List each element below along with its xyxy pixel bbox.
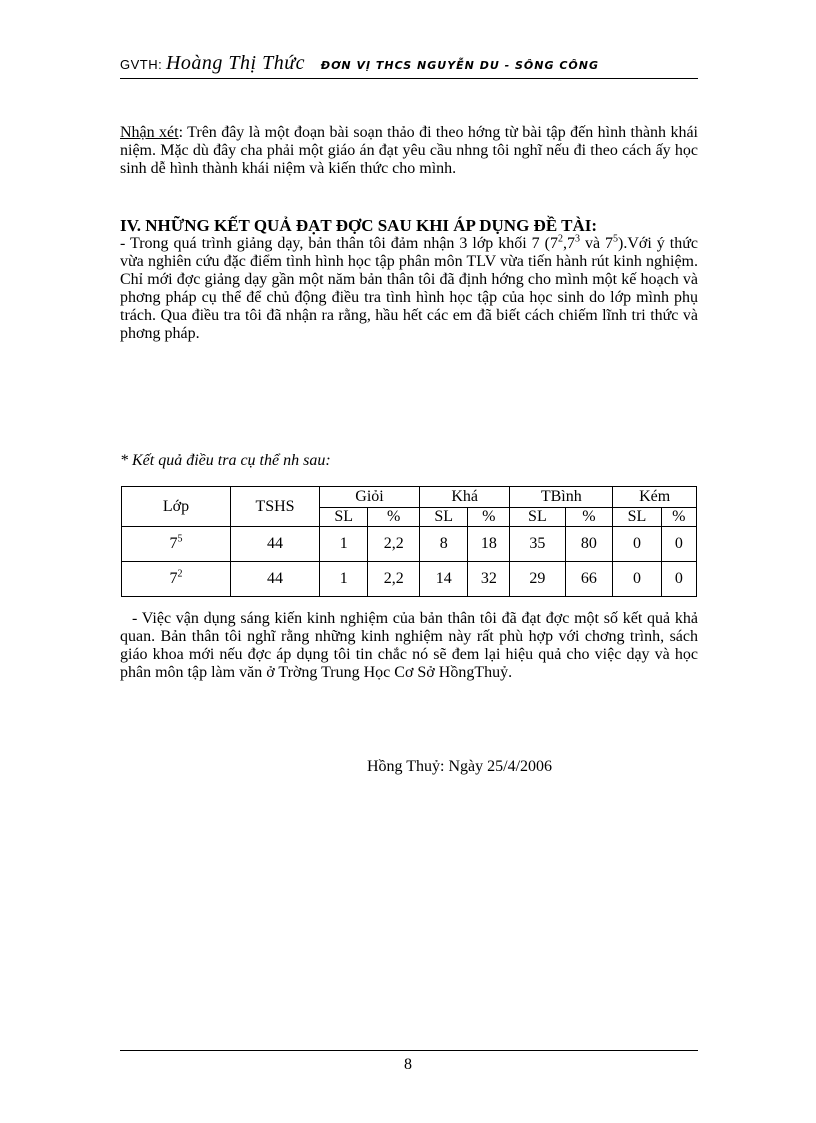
cell: 18 <box>468 527 510 562</box>
subheader-pct: % <box>661 508 696 527</box>
table-row <box>122 527 697 562</box>
header-teacher-name: Hoàng Thị Thức <box>165 52 306 74</box>
header-group: Khá <box>420 487 510 508</box>
footer-divider <box>120 1050 698 1051</box>
remark-paragraph <box>120 124 698 178</box>
section-sup-b: 3 <box>574 233 580 245</box>
section-heading: IV. NHỮNG KẾT QUẢ ĐẠT ĐỢC SAU KHI ÁP DỤNG ĐỀ TÀI: <box>120 216 598 235</box>
section-paragraph <box>120 235 698 343</box>
header-gvth-label: GVTH: <box>120 57 163 72</box>
header-total: TSHS <box>231 487 320 527</box>
cell: 32 <box>468 562 510 597</box>
cell: 0 <box>661 562 696 597</box>
cell: 66 <box>565 562 613 597</box>
cell: 35 <box>510 527 565 562</box>
section-text-a: - Trong quá trình giảng dạy, bản thân tôi đảm nhận 3 lớp khối 7 (7 <box>120 235 558 252</box>
cell: 1 <box>320 527 368 562</box>
cell: 2,2 <box>368 527 420 562</box>
cell-total: 44 <box>231 527 320 562</box>
subheader-pct: % <box>468 508 510 527</box>
date-line: Hồng Thuỷ: Ngày 25/4/2006 <box>367 758 553 775</box>
header-group: Kém <box>613 487 697 508</box>
conclusion-paragraph: - Việc vận dụng sáng kiến kinh nghiệm của bản thân tôi đã đạt đợc một số kết quả khả quan. Bản thân tôi nghĩ rằng những kinh nghiệm này rất phù hợp với chơng trình, sách giáo khoa mới nếu đợc áp dụng tôi tin chắc nó sẽ đem lại hiệu quả cho việc dạy và học phân môn tập làm văn ở Trờng Trung Học Cơ Sở HồngThuỷ. <box>120 610 698 681</box>
cell-class <box>122 562 231 597</box>
cell: 8 <box>420 527 468 562</box>
remark-text: : Trên đây là một đoạn bài soạn thảo đi theo hớng từ bài tập đến hình thành khái niệm. Mặc dù đây cha phải một giáo án đạt yêu cầu nhng tôi nghĩ nếu đi theo cách ấy học sinh dễ hình thành khái niệm và kiến thức cho mình. <box>120 124 698 177</box>
section-text-d: ).Với ý thức vừa nghiên cứu đặc điểm tình hình học tập phân môn TLV vừa tiến hành rút kinh nghiệm. Chỉ mới đợc giảng dạy gần một năm bản thân tôi đã định hớng cho mình một kế hoạch và phơng pháp cụ thể để chủ động điều tra tình hình học tập của học sinh do lớp mình phụ trách. Qua điều tra tôi đã nhận ra rằng, hầu hết các em đã biết cách chiếm lĩnh tri thức và phơng pháp. <box>120 235 699 342</box>
header-school: ĐƠN VỊ THCS NGUYỄN DU - SÔNG CÔNG <box>320 59 599 72</box>
class-base: 7 <box>169 570 178 587</box>
section-sup-a: 2 <box>557 233 563 245</box>
subheader-sl: SL <box>320 508 368 527</box>
table-row <box>122 562 697 597</box>
cell: 0 <box>661 527 696 562</box>
class-sup: 5 <box>177 533 183 545</box>
header-group: TBình <box>510 487 613 508</box>
survey-note: * Kết quả điều tra cụ thể nh sau: <box>120 452 331 469</box>
cell: 0 <box>613 527 661 562</box>
cell: 2,2 <box>368 562 420 597</box>
subheader-sl: SL <box>510 508 565 527</box>
results-table <box>121 486 697 597</box>
section-text-b: ,7 <box>562 235 575 252</box>
cell: 0 <box>613 562 661 597</box>
class-sup: 2 <box>177 568 183 580</box>
cell: 29 <box>510 562 565 597</box>
subheader-pct: % <box>565 508 613 527</box>
header-class: Lớp <box>122 487 231 527</box>
page-header <box>120 52 698 79</box>
header-group: Giỏi <box>320 487 420 508</box>
cell-total: 44 <box>231 562 320 597</box>
section-text-c: và 7 <box>579 235 614 252</box>
page-number: 8 <box>404 1056 412 1073</box>
class-base: 7 <box>169 535 178 552</box>
subheader-pct: % <box>368 508 420 527</box>
table-header-row <box>122 487 697 508</box>
subheader-sl: SL <box>613 508 661 527</box>
cell-class <box>122 527 231 562</box>
remark-label: Nhận xét <box>120 124 179 141</box>
cell: 14 <box>420 562 468 597</box>
cell: 80 <box>565 527 613 562</box>
cell: 1 <box>320 562 368 597</box>
section-sup-c: 5 <box>613 233 619 245</box>
subheader-sl: SL <box>420 508 468 527</box>
